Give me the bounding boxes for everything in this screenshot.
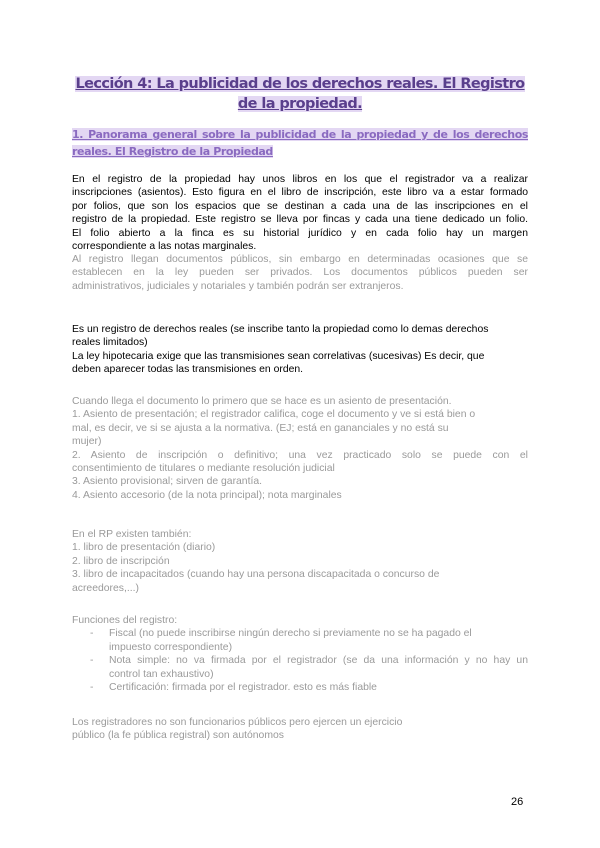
text-line: Fiscal (no puede inscribirse ningún derecho si previamente no se ha pagado el (109, 628, 472, 640)
lesson-title: Lección 4: La publicidad de los derechos reales. El Registro de la propiedad. (75, 76, 525, 112)
funcion-item (72, 681, 528, 694)
text-line: Al registro llegan documentos públicos, sin embargo en determinadas ocasiones que se (72, 254, 528, 265)
bullet-dash: - (90, 655, 94, 667)
paragraph-libros-registro (72, 173, 528, 253)
funcion-item (72, 627, 528, 654)
text-line: reales limitados) (72, 337, 148, 349)
closing-paragraph (72, 716, 528, 743)
libro-item: 2. libro de inscripción (72, 555, 170, 567)
libro-item: 3. libro de incapacitados (cuando hay una persona discapacitada o concurso de (72, 569, 440, 581)
text-line: correspondiente a las notas marginales. (72, 241, 257, 253)
paragraph-derechos-reales (72, 323, 528, 377)
asiento-item: mal, es decir, ve si se ajusta a la normativa. (EJ; está en gananciales y no está su (72, 422, 449, 434)
text-line: Certificación: firmada por el registrador. esto es más fiable (109, 682, 377, 694)
asientos-section (72, 395, 528, 502)
asiento-item: consentimiento de titulares o mediante resolución judicial (72, 463, 335, 475)
text-line: inscripciones (asientos). Esto figura en el libro de inscripción, este libro va a estar formado (72, 187, 528, 199)
text-line: control tan exhaustivo) (109, 668, 214, 680)
libros-intro: En el RP existen también: (72, 529, 192, 540)
text-line: En el registro de la propiedad hay unos libros en los que el registrador va a realizar (72, 174, 528, 185)
funciones-intro: Funciones del registro: (72, 615, 178, 626)
text-line: establecen en la ley pueden ser privados. Los documentos públicos pueden ser (72, 267, 528, 279)
asiento-item: 4. Asiento accesorio (de la nota principal); nota marginales (72, 489, 342, 501)
text-line: registro de la propiedad. Este registro se lleva por fincas y cada una tiene dedicado un folio. (72, 214, 528, 226)
funcion-item (72, 654, 528, 681)
text-line: La ley hipotecaria exige que las transmisiones sean correlativas (sucesivas) Es decir, que (72, 350, 485, 362)
bullet-dash: - (90, 682, 94, 694)
asiento-item: 2. Asiento de inscripción o definitivo; una vez practicado solo se puede con el (72, 449, 528, 461)
asiento-item: 3. Asiento provisional; sirven de garantía. (72, 476, 263, 488)
paragraph-documentos (72, 253, 528, 293)
text-line: deben aparecer todas las transmisiones en orden. (72, 364, 304, 376)
text-line: El folio abierto a la finca es su historial jurídico y en cada folio hay un margen (72, 227, 528, 239)
funciones-section (72, 614, 528, 694)
bullet-dash: - (90, 628, 94, 640)
text-line: Los registradores no son funcionarios públicos pero ejercen un ejercicio (72, 717, 403, 728)
asientos-intro: Cuando llega el documento lo primero que se hace es un asiento de presentación. (72, 396, 452, 407)
text-line: administrativos, judiciales y notariales y también podrán ser extranjeros. (72, 280, 404, 292)
page-number: 26 (511, 796, 524, 808)
text-line: público (la fe pública registral) son autónomos (72, 730, 284, 742)
libro-item: acreedores,...) (72, 582, 139, 594)
libros-section (72, 528, 528, 595)
text-line: impuesto correspondiente) (109, 641, 233, 653)
text-line: Nota simple: no va firmada por el registrador (se da una información y no hay un (109, 655, 528, 667)
asiento-item: 1. Asiento de presentación; el registrador califica, coge el documento y ve si está bien o (72, 409, 476, 421)
asiento-item-2 (72, 449, 528, 476)
libro-item: 1. libro de presentación (diario) (72, 542, 216, 554)
section-heading: 1. Panorama general sobre la publicidad de la propiedad y de los derechos reales. El Registro de la Propiedad (72, 128, 528, 158)
asiento-item: mujer) (72, 436, 102, 448)
text-line: por folios, que son los espacios que se destinan a cada una de las inscripciones en el (72, 200, 528, 212)
text-line: Es un registro de derechos reales (se inscribe tanto la propiedad como lo demas derechos (72, 324, 489, 335)
